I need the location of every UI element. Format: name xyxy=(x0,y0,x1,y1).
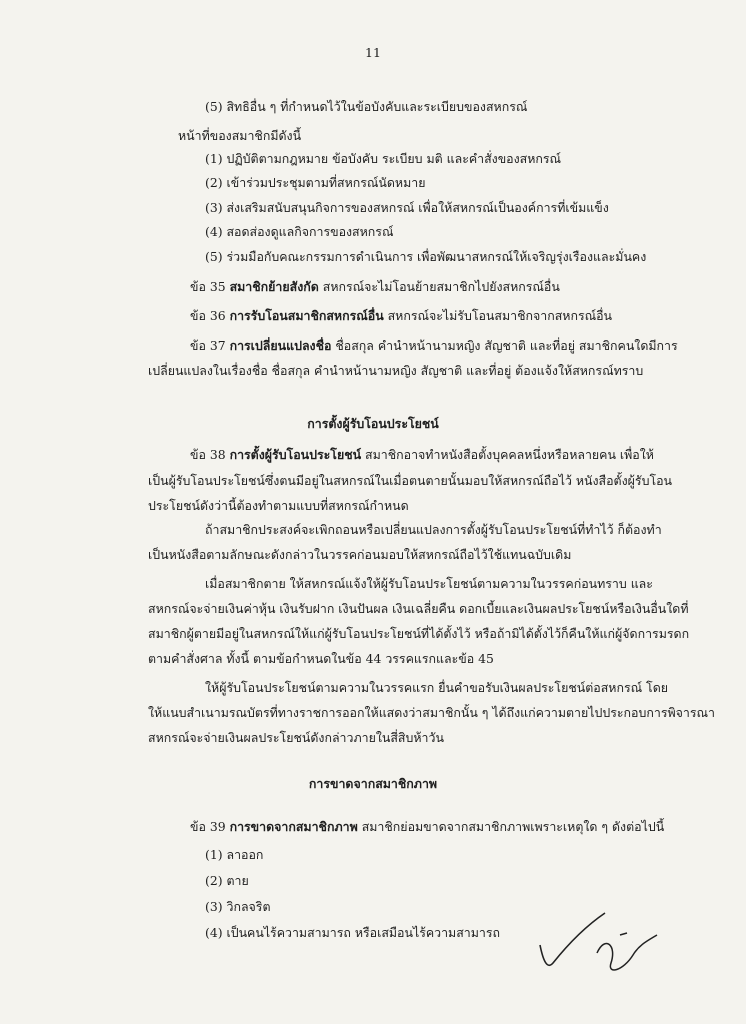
text-segment: (3) ส่งเสริมสนับสนุนกิจการของสหกรณ์ เพื่อให้สหกรณ์เป็นองค์การที่เข้มแข็ง xyxy=(205,200,609,215)
text-segment: ถ้าสมาชิกประสงค์จะเพิกถอนหรือเปลี่ยนแปลงการตั้งผู้รับโอนประโยชน์ที่ทำไว้ ก็ต้องทำ xyxy=(205,522,662,537)
article-38-line-5 xyxy=(148,546,571,564)
text-segment: การขาดจากสมาชิกภาพ xyxy=(308,776,438,791)
termination-item-4 xyxy=(205,924,500,942)
duty-item-2 xyxy=(205,174,425,192)
text-segment: สหกรณ์จะจ่ายเงินผลประโยชน์ดังกล่าวภายในสี่สิบห้าวัน xyxy=(148,730,444,745)
text-segment: ให้แนบสำเนามรณบัตรที่ทางราชการออกให้แสดงว่าสมาชิกนั้น ๆ ได้ถึงแก่ความตายไปประกอบการพิจารณา xyxy=(148,705,715,720)
text-segment: (5) สิทธิอื่น ๆ ที่กำหนดไว้ในข้อบังคับและระเบียบของสหกรณ์ xyxy=(205,99,528,114)
article-38-line-2 xyxy=(148,472,672,490)
text-segment: การตั้งผู้รับโอนประโยชน์ xyxy=(307,416,439,431)
text-segment: สหกรณ์จะไม่โอนย้ายสมาชิกไปยังสหกรณ์อื่น xyxy=(318,279,560,294)
text-segment: (4) สอดส่องดูแลกิจการของสหกรณ์ xyxy=(205,224,394,239)
text-segment: การเปลี่ยนแปลงชื่อ xyxy=(229,338,332,353)
text-segment: สหกรณ์จะไม่รับโอนสมาชิกจากสหกรณ์อื่น xyxy=(383,308,613,323)
article-36 xyxy=(190,307,612,325)
text-segment: ให้ผู้รับโอนประโยชน์ตามความในวรรคแรก ยื่นคำขอรับเงินผลประโยชน์ต่อสหกรณ์ โดย xyxy=(205,680,668,695)
text-segment: สมาชิกย่อมขาดจากสมาชิกภาพเพราะเหตุใด ๆ ดังต่อไปนี้ xyxy=(357,819,665,834)
text-segment: ข้อ 35 xyxy=(190,279,230,294)
text-segment: การรับโอนสมาชิกสหกรณ์อื่น xyxy=(229,308,384,323)
text-segment: (2) ตาย xyxy=(205,873,249,888)
termination-item-3 xyxy=(205,898,271,916)
duty-item-4 xyxy=(205,223,393,241)
text-segment: สมาชิกอาจทำหนังสือตั้งบุคคลหนึ่งหรือหลายคน เพื่อให้ xyxy=(361,447,654,462)
text-segment: (3) วิกลจริต xyxy=(205,899,271,914)
article-38-line-6 xyxy=(205,575,653,593)
text-segment: หน้าที่ของสมาชิกมีดังนี้ xyxy=(178,128,302,143)
text-segment: (1) ปฏิบัติตามกฎหมาย ข้อบังคับ ระเบียบ มติ และคำสั่งของสหกรณ์ xyxy=(205,151,562,166)
right-item-5 xyxy=(205,98,527,116)
article-38-line-12 xyxy=(148,729,444,747)
article-38-line-9 xyxy=(148,650,494,668)
text-segment: ชื่อสกุล คำนำหน้านามหญิง สัญชาติ และที่อยู่ สมาชิกคนใดมีการ xyxy=(331,338,678,353)
text-segment: (2) เข้าร่วมประชุมตามที่สหกรณ์นัดหมาย xyxy=(205,175,426,190)
text-segment: ข้อ 37 xyxy=(190,338,230,353)
article-38-line-1 xyxy=(190,446,654,464)
article-37-line-2 xyxy=(148,362,643,380)
text-segment: ประโยชน์ดังว่านี้ต้องทำตามแบบที่สหกรณ์กำหนด xyxy=(148,498,409,513)
duty-item-3 xyxy=(205,199,609,217)
page-number: 11 xyxy=(365,45,381,60)
article-38-line-8 xyxy=(148,625,689,643)
text-segment: การตั้งผู้รับโอนประโยชน์ xyxy=(229,447,362,462)
text-segment: ข้อ 39 xyxy=(190,819,230,834)
article-38-line-3 xyxy=(148,497,409,515)
text-segment: สหกรณ์จะจ่ายเงินค่าหุ้น เงินรับฝาก เงินปันผล เงินเฉลี่ยคืน ดอกเบี้ยและเงินผลประโยชน์หรือเงินอื่นใดที่ xyxy=(148,601,689,616)
termination-item-2 xyxy=(205,872,249,890)
text-segment: เมื่อสมาชิกตาย ให้สหกรณ์แจ้งให้ผู้รับโอนประโยชน์ตามความในวรรคก่อนทราบ และ xyxy=(205,576,653,591)
text-segment: เป็นหนังสือตามลักษณะดังกล่าวในวรรคก่อนมอบให้สหกรณ์ถือไว้ใช้แทนฉบับเดิม xyxy=(148,547,572,562)
text-segment: เป็นผู้รับโอนประโยชน์ซึ่งตนมีอยู่ในสหกรณ์ในเมื่อตนตายนั้นมอบให้สหกรณ์ถือไว้ หนังสือตั้งผู้รับโอน xyxy=(148,473,673,488)
article-38-line-4 xyxy=(205,521,662,539)
text-segment: สมาชิกผู้ตายมีอยู่ในสหกรณ์ให้แก่ผู้รับโอนประโยชน์ที่ได้ตั้งไว้ หรือถ้ามิได้ตั้งไว้ก็คืนให้แก่ผู้จัดการมรดก xyxy=(148,626,690,641)
heading-beneficiary xyxy=(0,415,746,433)
text-segment: สมาชิกย้ายสังกัด xyxy=(229,279,319,294)
text-segment: (5) ร่วมมือกับคณะกรรมการดำเนินการ เพื่อพัฒนาสหกรณ์ให้เจริญรุ่งเรืองและมั่นคง xyxy=(205,249,647,264)
text-segment: (1) ลาออก xyxy=(205,847,264,862)
article-39 xyxy=(190,818,664,836)
article-35 xyxy=(190,278,560,296)
duty-item-5 xyxy=(205,248,646,266)
termination-item-1 xyxy=(205,846,263,864)
text-segment: การขาดจากสมาชิกภาพ xyxy=(229,819,358,834)
article-38-line-10 xyxy=(205,679,668,697)
text-segment: เปลี่ยนแปลงในเรื่องชื่อ ชื่อสกุล คำนำหน้านามหญิง สัญชาติ และที่อยู่ ต้องแจ้งให้สหกรณ์ทราบ xyxy=(148,363,644,378)
text-segment: ข้อ 36 xyxy=(190,308,230,323)
duties-intro xyxy=(178,127,301,145)
signature-1 xyxy=(540,913,605,965)
article-38-line-7 xyxy=(148,600,689,618)
signature-2 xyxy=(597,933,657,970)
text-segment: ตามคำสั่งศาล ทั้งนี้ ตามข้อกำหนดในข้อ 44 วรรคแรกและข้อ 45 xyxy=(148,651,494,666)
text-segment: ข้อ 38 xyxy=(190,447,230,462)
heading-termination xyxy=(0,775,746,793)
article-37-line-1 xyxy=(190,337,678,355)
signature-marks xyxy=(535,905,675,985)
duty-item-1 xyxy=(205,150,561,168)
article-38-line-11 xyxy=(148,704,715,722)
text-segment: (4) เป็นคนไร้ความสามารถ หรือเสมือนไร้ความสามารถ xyxy=(205,925,501,940)
